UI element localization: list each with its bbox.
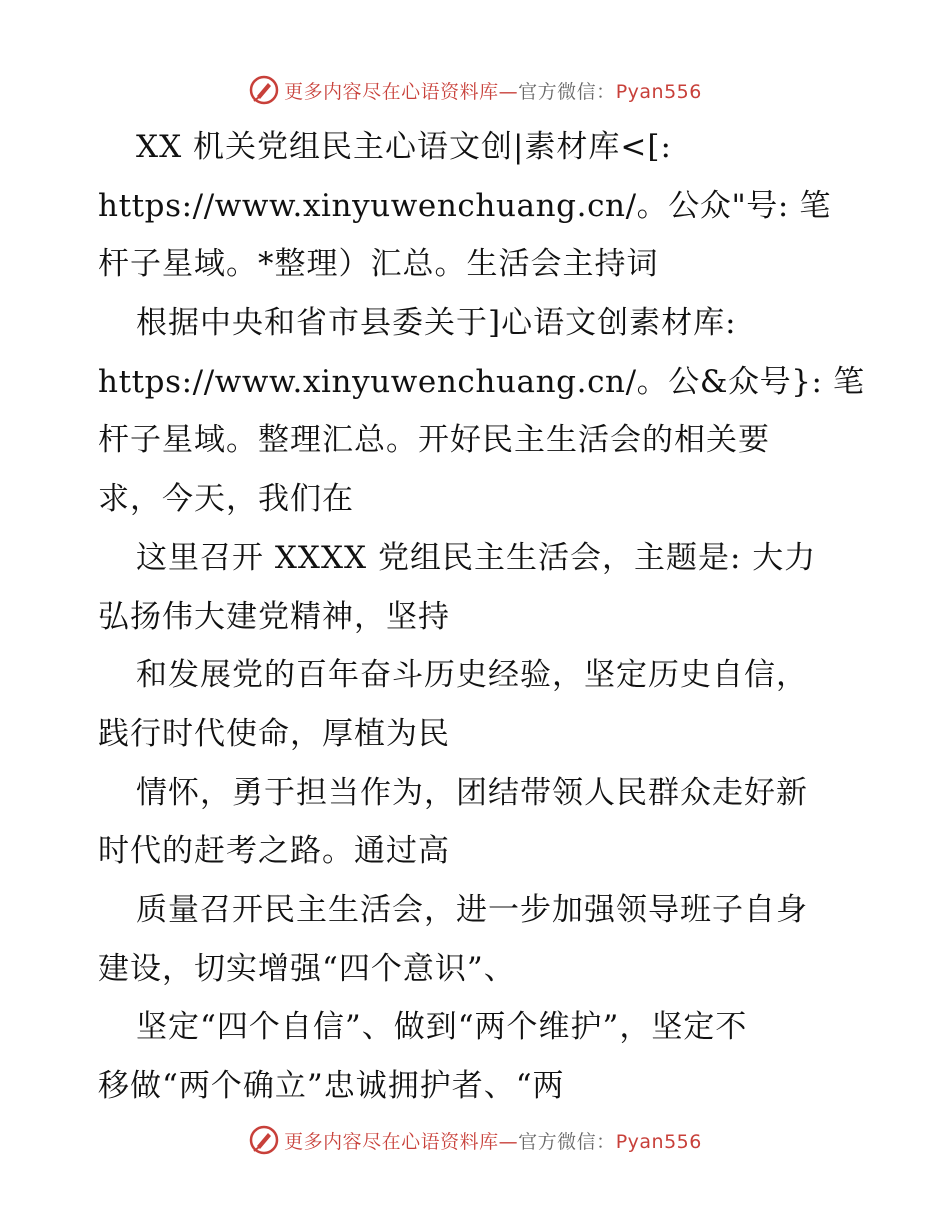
body-line: https://www.xinyuwenchuang.cn/。公&众号}: 笔 [98, 363, 865, 400]
body-line: 移做“两个确立”忠诚拥护者、“两 [98, 1068, 565, 1104]
body-line: 和发展党的百年奋斗历史经验，坚定历史自信， [136, 657, 808, 694]
body-line: 这里召开 XXXX 党组民主生活会，主题是: 大力 [136, 539, 817, 576]
banner-site-text: 更多内容尽在心语资料库 [284, 80, 499, 103]
body-line: 践行时代使命，厚植为民 [98, 715, 450, 752]
body-line: https://www.xinyuwenchuang.cn/。公众"号: 笔 [98, 187, 831, 224]
banner-dash: — [498, 1130, 519, 1153]
banner-dash: — [498, 80, 519, 103]
footer-watermark-banner [0, 1120, 950, 1160]
body-line: 杆子星域。整理汇总。开好民主生活会的相关要 [98, 422, 770, 459]
header-watermark-banner [0, 70, 950, 110]
document-body [98, 118, 865, 1116]
body-line: 建设，切实增强“四个意识”、 [98, 950, 516, 987]
banner-text [284, 1127, 702, 1154]
body-line: 情怀，勇于担当作为，团结带领人民群众走好新 [136, 774, 808, 811]
body-line: 杆子星域。*整理）汇总。生活会主持词 [98, 246, 659, 283]
quill-logo-icon [248, 1124, 280, 1156]
body-line: 坚定“四个自信”、做到“两个维护”，坚定不 [136, 1009, 748, 1046]
banner-wechat-id: Pyan556 [615, 1130, 702, 1153]
body-line: 质量召开民主生活会，进一步加强领导班子自身 [136, 891, 808, 928]
banner-site-text: 更多内容尽在心语资料库 [284, 1130, 499, 1153]
body-line: 求，今天，我们在 [98, 481, 354, 518]
banner-wechat-id: Pyan556 [615, 80, 702, 103]
banner-wechat-label: 官方微信： [518, 80, 616, 103]
banner-wechat-label: 官方微信： [518, 1130, 616, 1153]
banner-text [284, 77, 702, 104]
body-line: 根据中央和省市县委关于]心语文创素材库: [136, 305, 737, 342]
body-line: XX 机关党组民主心语文创|素材库<[: [136, 129, 672, 165]
body-line: 时代的赶考之路。通过高 [98, 833, 450, 870]
body-line: 弘扬伟大建党精神，坚持 [98, 598, 450, 635]
quill-logo-icon [248, 74, 280, 106]
